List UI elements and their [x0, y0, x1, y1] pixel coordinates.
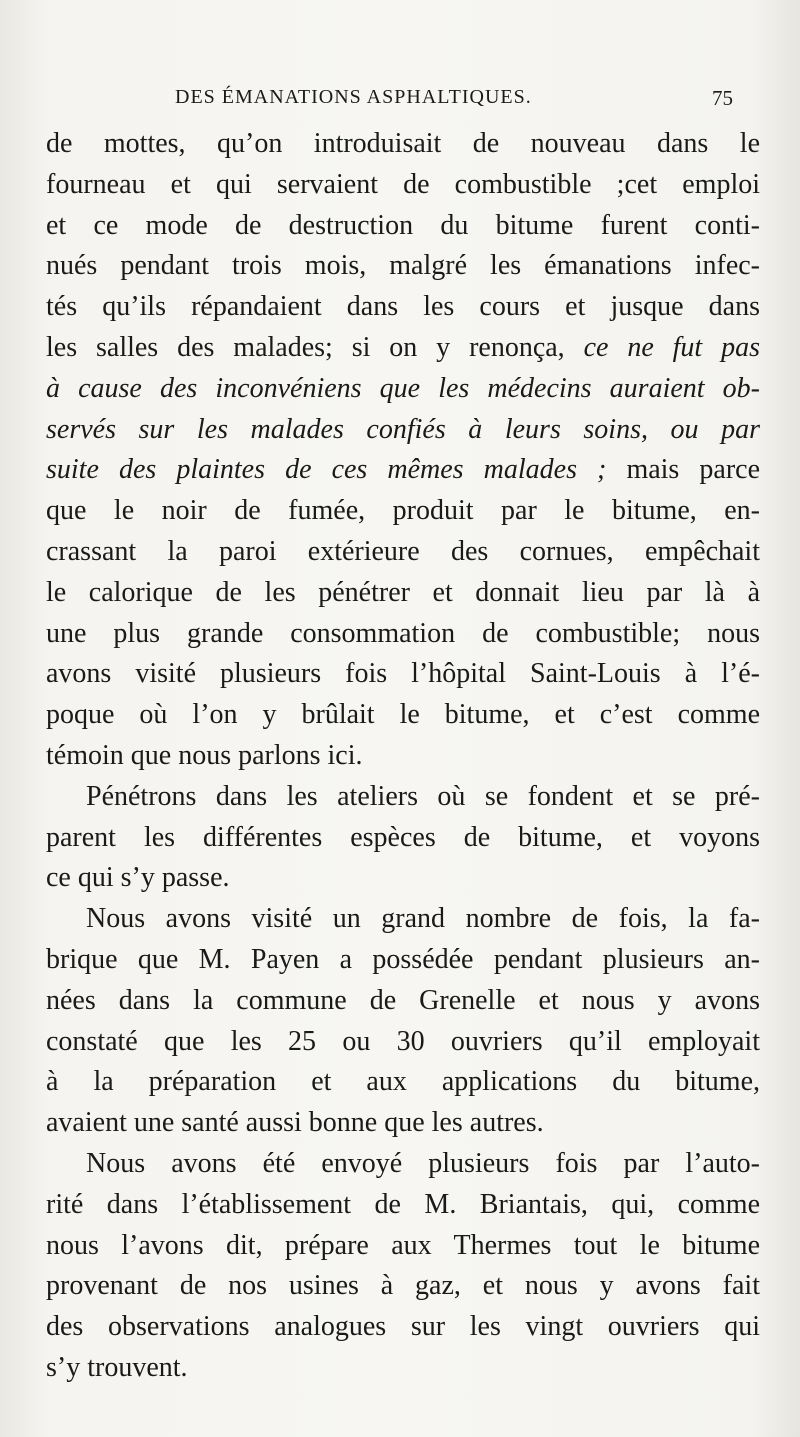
- text-segment: rité dans l’établissement de M. Briantais, qui, comme: [46, 1188, 760, 1220]
- italic-text-segment: suite des plaintes de ces mêmes malades ;: [46, 454, 607, 486]
- text-line: [46, 287, 760, 328]
- italic-text-segment: à cause des inconvéniens que les médecins auraient ob-: [46, 372, 760, 404]
- text-line: [46, 654, 760, 695]
- text-line: [46, 573, 760, 614]
- text-segment: nous l’avons dit, prépare aux Thermes tout le bitume: [46, 1229, 760, 1261]
- text-line: [46, 1307, 760, 1348]
- text-segment: une plus grande consommation de combustible; nous: [46, 617, 760, 649]
- text-line: [46, 450, 760, 491]
- text-segment: que le noir de fumée, produit par le bitume, en-: [46, 495, 760, 527]
- text-line: [46, 1022, 760, 1063]
- text-segment: à la préparation et aux applications du bitume,: [46, 1066, 760, 1098]
- text-line: [46, 410, 760, 451]
- page-number: 75: [712, 86, 733, 110]
- text-segment: nués pendant trois mois, malgré les émanations infec-: [46, 250, 760, 282]
- text-segment: avaient une santé aussi bonne que les autres.: [46, 1107, 544, 1139]
- text-line: [46, 328, 760, 369]
- text-line: [46, 206, 760, 247]
- text-segment: et ce mode de destruction du bitume furent conti-: [46, 209, 760, 241]
- text-segment: nées dans la commune de Grenelle et nous y avons: [46, 984, 760, 1016]
- text-line: [46, 1103, 760, 1144]
- text-segment: mais parce: [606, 454, 761, 486]
- text-line: [46, 899, 760, 940]
- text-segment: s’y trouvent.: [46, 1351, 188, 1383]
- text-segment: constaté que les 25 ou 30 ouvriers qu’il employait: [46, 1025, 760, 1057]
- text-segment: Pénétrons dans les ateliers où se fondent et se pré-: [86, 780, 760, 812]
- text-line: [46, 1348, 760, 1389]
- text-segment: parent les différentes espèces de bitume, et voyons: [46, 821, 760, 853]
- text-segment: de mottes, qu’on introduisait de nouveau dans le: [46, 128, 760, 159]
- text-segment: poque où l’on y brûlait le bitume, et c’est comme: [46, 699, 760, 731]
- text-line: [46, 777, 760, 818]
- text-line: [46, 491, 760, 532]
- text-line: [46, 246, 760, 287]
- text-line: [46, 818, 760, 859]
- text-line: [46, 165, 760, 206]
- text-line: [46, 1266, 760, 1307]
- text-segment: brique que M. Payen a possédée pendant plusieurs an-: [46, 943, 760, 975]
- text-line: [46, 124, 760, 165]
- text-line: [46, 1062, 760, 1103]
- body-text: [46, 124, 766, 1389]
- text-segment: crassant la paroi extérieure des cornues, empêchait: [46, 535, 760, 567]
- text-line: [46, 981, 760, 1022]
- text-line: [46, 614, 760, 655]
- text-line: [46, 1226, 760, 1267]
- italic-text-segment: servés sur les malades confiés à leurs soins, ou par: [46, 413, 760, 445]
- text-line: [46, 1144, 760, 1185]
- text-segment: Nous avons visité un grand nombre de fois, la fa-: [86, 903, 760, 935]
- text-segment: tés qu’ils répandaient dans les cours et jusque dans: [46, 291, 760, 323]
- text-segment: avons visité plusieurs fois l’hôpital Saint-Louis à l’é-: [46, 658, 760, 690]
- italic-text-segment: ce ne fut pas: [583, 331, 760, 363]
- text-segment: témoin que nous parlons ici.: [46, 739, 363, 771]
- text-segment: Nous avons été envoyé plusieurs fois par l’auto-: [86, 1147, 760, 1179]
- running-title: DES ÉMANATIONS ASPHALTIQUES.: [175, 86, 532, 108]
- text-line: [46, 1185, 760, 1226]
- text-segment: fourneau et qui servaient de combustible ;cet emploi: [46, 168, 760, 200]
- text-line: [46, 858, 760, 899]
- text-line: [46, 369, 760, 410]
- text-line: [46, 532, 760, 573]
- text-line: [46, 940, 760, 981]
- text-segment: provenant de nos usines à gaz, et nous y avons fait: [46, 1270, 760, 1302]
- text-segment: ce qui s’y passe.: [46, 862, 230, 894]
- text-segment: le calorique de les pénétrer et donnait lieu par là à: [46, 576, 760, 608]
- text-segment: les salles des malades; si on y renonça,: [46, 331, 584, 363]
- text-line: [46, 695, 760, 736]
- text-line: [46, 736, 760, 777]
- text-segment: des observations analogues sur les vingt ouvriers qui: [46, 1311, 760, 1343]
